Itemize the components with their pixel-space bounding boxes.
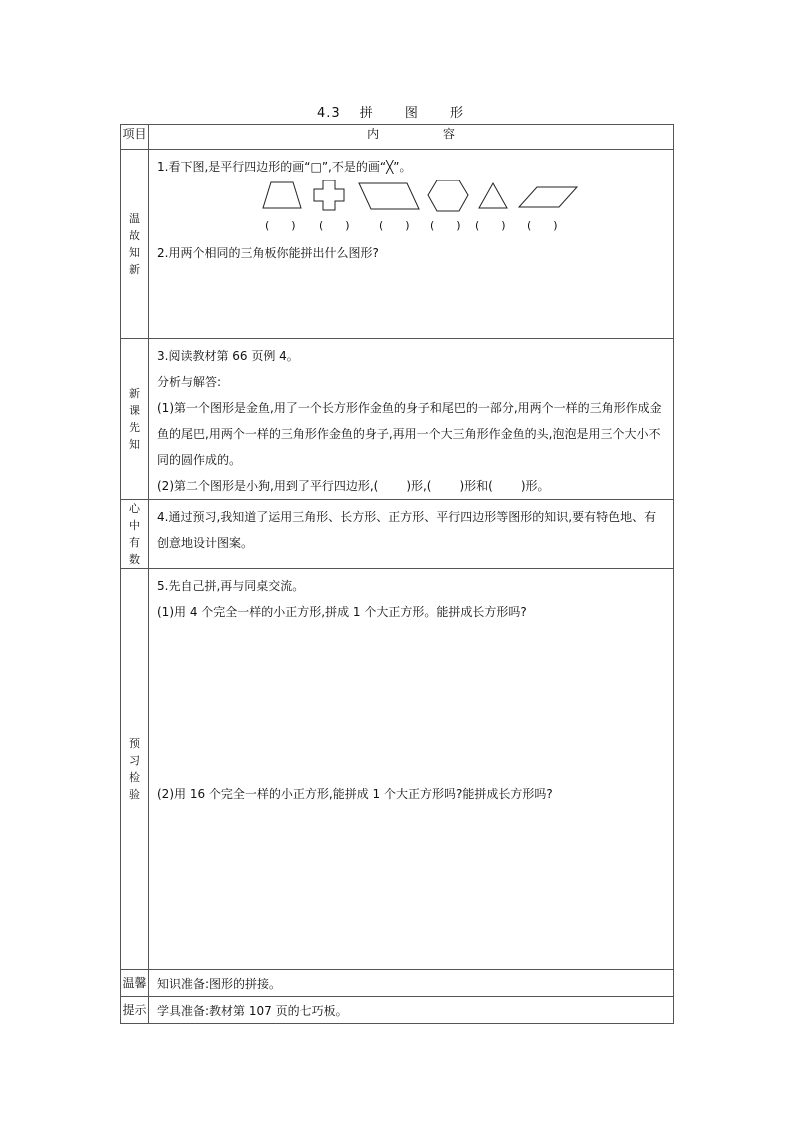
parallelogram-shape-1 [359, 183, 419, 209]
hexagon-shape [428, 180, 468, 211]
section-mind [121, 500, 674, 569]
shapes-figure [257, 180, 587, 216]
section-label-mind: 心中有数 [121, 500, 149, 569]
answer-blank-6[interactable]: ( ) [527, 219, 558, 232]
worksheet-table [120, 124, 674, 1024]
section-label-check: 预习检验 [121, 569, 149, 970]
question-4: 4.通过预习,我知道了运用三角形、长方形、正方形、平行四边形等图形的知识,要有特色地、有创意地设计图案。 [157, 510, 657, 550]
title-text: 拼 图 形 [359, 106, 478, 121]
question-2: 2.用两个相同的三角板你能拼出什么图形? [157, 246, 379, 260]
section-newlesson [121, 339, 674, 500]
section-tips-2 [121, 997, 674, 1024]
answer-blank-4[interactable]: ( ) [430, 219, 461, 232]
triangle-shape [479, 183, 507, 208]
analysis-paragraph-2: (2)第二个图形是小狗,用到了平行四边形,( )形,( )形和( )形。 [157, 479, 550, 493]
question-5: 5.先自己拼,再与同桌交流。 [157, 579, 305, 593]
title-number: 4.3 [316, 106, 341, 121]
section-label-newlesson: 新课先知 [121, 339, 149, 500]
answer-blank-2[interactable]: ( ) [319, 219, 350, 232]
header-content: 内 容 [149, 125, 674, 150]
analysis-paragraph-1: (1)第一个图形是金鱼,用了一个长方形作金鱼的身子和尾巴的一部分,用两个一样的三角形作成金鱼的尾巴,用两个一样的三角形作金鱼的身子,再用一个大三角形作金鱼的头,泡泡是用三个大小不同的圆作成的。 [157, 401, 662, 467]
tips-label-top: 温馨 [121, 970, 149, 997]
question-1: 1.看下图,是平行四边形的画“□”,不是的画“╳”。 [157, 160, 412, 174]
section-content-mind [149, 500, 674, 569]
page-title [0, 102, 794, 121]
section-label-review: 温故知新 [121, 150, 149, 339]
analysis-label: 分析与解答: [157, 375, 222, 389]
tips-label-bottom: 提示 [121, 997, 149, 1024]
sub-question-1: (1)用 4 个完全一样的小正方形,拼成 1 个大正方形。能拼成长方形吗? [157, 605, 527, 619]
header-item: 项目 [121, 125, 149, 150]
answer-blank-5[interactable]: ( ) [475, 219, 506, 232]
answer-blank-3[interactable]: ( ) [379, 219, 410, 232]
section-tips-1 [121, 970, 674, 997]
parallelogram-shape-2 [519, 187, 577, 207]
sub-question-2: (2)用 16 个完全一样的小正方形,能拼成 1 个大正方形吗?能拼成长方形吗? [157, 787, 553, 801]
answer-blank-1[interactable]: ( ) [265, 219, 296, 232]
question-3: 3.阅读教材第 66 页例 4。 [157, 349, 299, 363]
section-content-newlesson [149, 339, 674, 500]
answer-area-1[interactable] [157, 625, 665, 781]
section-content-check [149, 569, 674, 970]
header-row [121, 125, 674, 150]
section-review [121, 150, 674, 339]
section-check [121, 569, 674, 970]
answer-parens [157, 217, 665, 233]
cross-shape [314, 180, 344, 210]
section-content-review [149, 150, 674, 339]
tips-line-1: 知识准备:图形的拼接。 [149, 970, 674, 997]
trapezoid-shape [263, 182, 301, 208]
tips-line-2: 学具准备:教材第 107 页的七巧板。 [149, 997, 674, 1024]
shapes-row [157, 180, 665, 240]
